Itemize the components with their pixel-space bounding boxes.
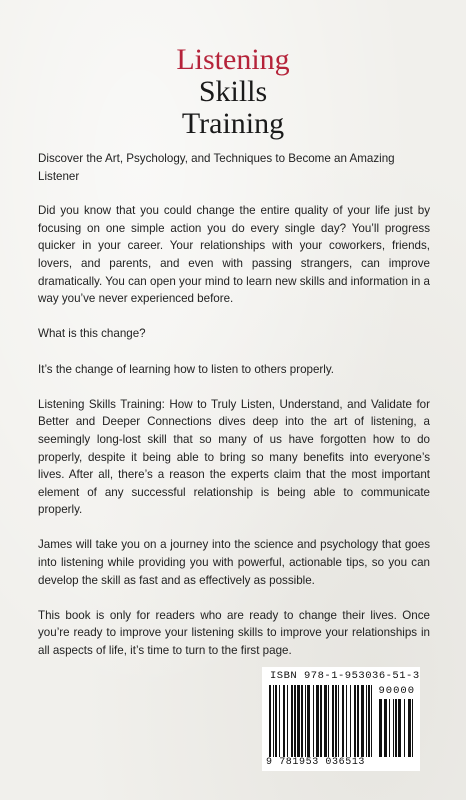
blurb-paragraph-3: It’s the change of learning how to listen to others properly. — [38, 362, 335, 376]
title-line-listening: Listening — [176, 43, 290, 76]
book-title — [0, 44, 466, 140]
isbn-label: ISBN 978-1-953036-51-3 — [270, 670, 420, 682]
blurb-paragraph-6: This book is only for readers who are ready to change their lives. Once you’re ready to improve your listening skills to improve your relationships in all aspects of life, it’s time to turn to the first page. — [38, 608, 430, 658]
blurb-paragraph-2: What is this change? — [38, 327, 146, 341]
blurb-paragraph-4: Listening Skills Training: How to Truly Listen, Understand, and Validate for Better and Deeper Connections dives deep into the art of listening, a seemingly long-lost skill that so many of us have forgotten how to do properly, despite it being able to bring so many benefits into everyone’s lives. After all, there’s a reason the experts claim that the most important element of any successful relationship is being able to communicate properly. — [38, 397, 430, 517]
title-line-training: Training — [181, 107, 285, 140]
isbn-barcode — [262, 667, 420, 771]
blurb-subtitle: Discover the Art, Psychology, and Techniques to Become an Amazing Listener — [38, 152, 395, 183]
blurb-paragraph-1: Did you know that you could change the entire quality of your life just by focusing on one simple action you do every single day? You’ll progress quicker in your career. Your relationships with your coworkers, friends, lovers, and parents, and even with passing strangers, can improve dramatically. You can open your mind to learn new skills and information in a way you’ve never experienced before. — [38, 204, 430, 306]
barcode-addon-icon — [378, 699, 416, 757]
barcode-main-icon — [268, 685, 374, 757]
title-line-skills: Skills — [198, 75, 268, 108]
blurb — [38, 150, 430, 677]
price-code: 90000 — [378, 685, 415, 697]
blurb-paragraph-5: James will take you on a journey into the science and psychology that goes into listening while providing you with powerful, actionable tips, so you can develop the skill as fast and as effectively as possible. — [38, 538, 430, 587]
ean-digits: 9 781953 036513 — [266, 757, 366, 768]
